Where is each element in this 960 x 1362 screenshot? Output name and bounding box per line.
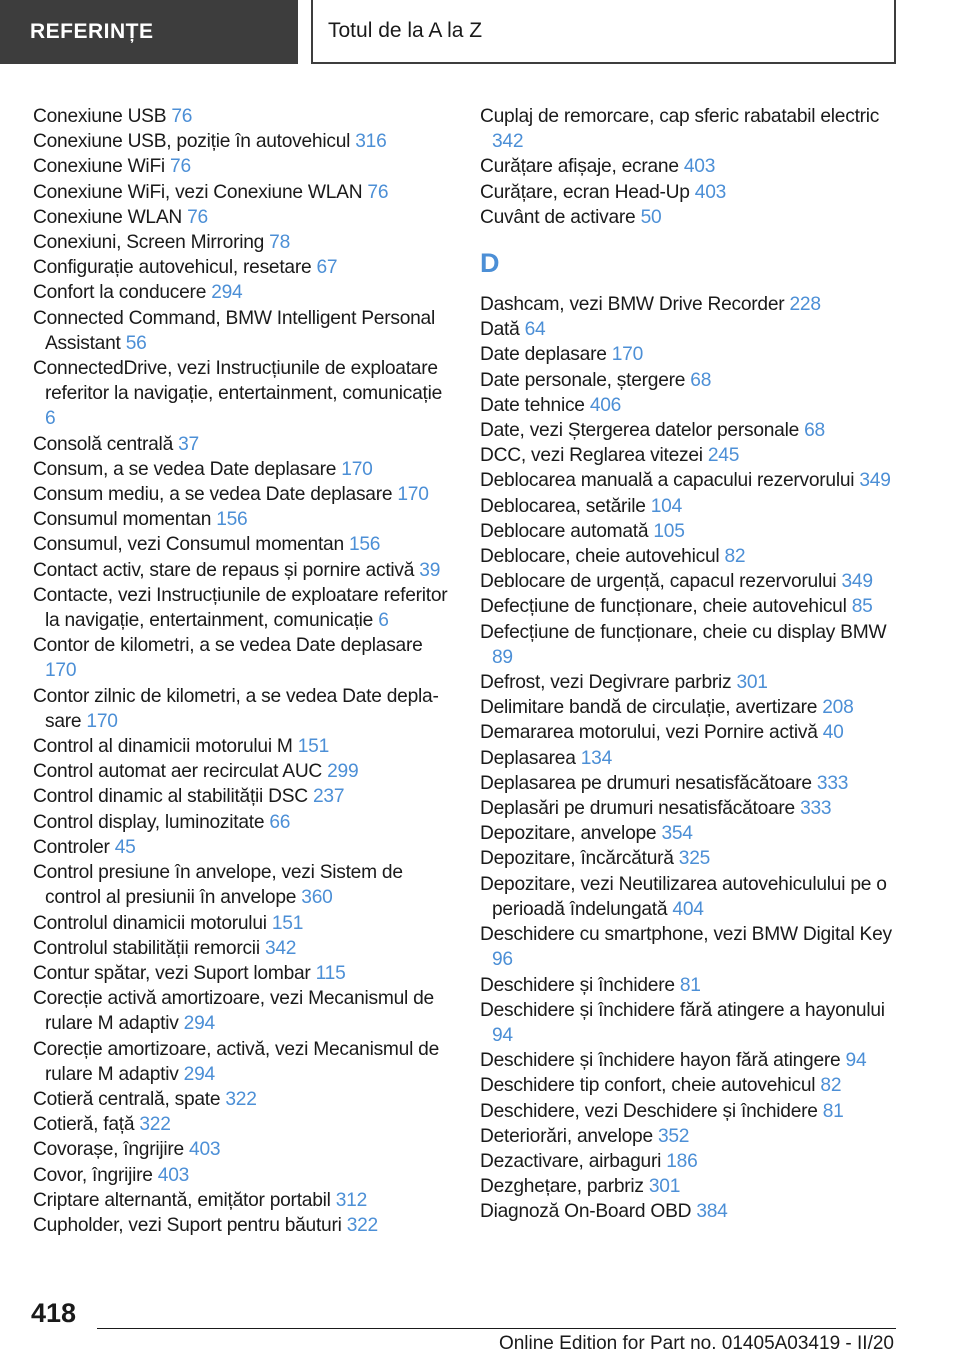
index-page-link[interactable]: 170 [397, 484, 429, 506]
index-entry-text: Dashcam, vezi BMW Drive Recorder [480, 294, 785, 316]
index-entry-text: Depozitare, încărcătură [480, 848, 674, 870]
index-entry [33, 280, 453, 305]
index-page-link[interactable]: 404 [672, 898, 704, 920]
index-entry [33, 255, 453, 280]
index-page-link[interactable]: 403 [189, 1139, 221, 1161]
index-page-link[interactable]: 76 [367, 181, 389, 203]
index-page-link[interactable]: 45 [114, 836, 136, 858]
header-section-label: REFERINȚE [30, 20, 154, 43]
index-entry [33, 835, 453, 860]
index-entry [480, 443, 900, 468]
index-entry [480, 922, 900, 972]
index-entry-text: Deblocare de urgență, capacul rezervorului [480, 571, 837, 593]
index-entry [480, 1199, 900, 1224]
index-entry-text: Diagnoză On-Board OBD [480, 1201, 692, 1223]
index-page-link[interactable]: 352 [657, 1125, 690, 1147]
index-entry-text: Configurație autovehicul, resetare [33, 257, 312, 279]
index-page-link[interactable]: 115 [315, 962, 346, 984]
index-entry [33, 986, 453, 1036]
index-page-link[interactable]: 76 [187, 206, 208, 228]
index-entry-text: Deblocarea manuală a capacului rezervorului [480, 470, 855, 492]
index-entry-text: Deschidere tip confort, cheie autovehicul [480, 1075, 816, 1097]
index-page-link[interactable]: 40 [822, 722, 844, 744]
index-page-link[interactable]: 81 [679, 974, 701, 996]
index-entry-text: Control dinamic al stabilității DSC [33, 786, 308, 808]
index-entry [480, 494, 900, 519]
index-entry [33, 860, 453, 910]
index-entry-text: Dată [480, 319, 520, 341]
index-entry-text: Deschidere și închidere hayon fără atingere [480, 1050, 841, 1072]
index-page-link[interactable]: 6 [378, 610, 389, 632]
index-entry-text: Control automat aer recirculat AUC [33, 761, 323, 783]
index-page-link[interactable]: 156 [216, 509, 248, 531]
edition-line: Online Edition for Part no. 01405A03419 - II/20 [498, 1333, 894, 1354]
index-entry [480, 594, 900, 619]
index-entry-text: Corecție activă amortizoare, vezi Mecanismul de rulare M adaptiv [33, 988, 434, 1035]
index-page-link[interactable]: 94 [492, 1024, 513, 1046]
index-entry-text: Deschidere și închidere [480, 974, 675, 996]
index-entry-text: Contor zilnic de kilometri, a se vedea Date deplasare [33, 685, 439, 732]
index-entry [33, 911, 453, 936]
index-entry-text: Conexiune WiFi [33, 156, 165, 178]
index-entry [480, 519, 900, 544]
index-entry [33, 1137, 453, 1162]
page-number: 418 [31, 1298, 77, 1328]
index-entry-text: Cuvânt de activare [480, 206, 636, 228]
index-page-link[interactable]: 245 [707, 445, 740, 467]
index-entry [480, 620, 900, 670]
index-entry-text: Deschidere cu smartphone, vezi BMW Digital Key [480, 924, 892, 946]
index-column-left [33, 104, 453, 1238]
index-page-link[interactable]: 333 [816, 772, 849, 794]
index-entry [480, 317, 900, 342]
index-entry-text: DCC, vezi Reglarea vitezei [480, 445, 703, 467]
index-entry [480, 746, 900, 771]
index-entry-text: Consolă centrală [33, 433, 173, 455]
index-page-link[interactable]: 82 [820, 1075, 842, 1097]
index-entry [33, 633, 453, 683]
index-entry-text: Date deplasare [480, 344, 607, 366]
index-entry-text: Date tehnice [480, 394, 585, 416]
index-page-link[interactable]: 170 [341, 458, 373, 480]
index-entry [33, 759, 453, 784]
index-entry [480, 872, 900, 922]
index-entry [480, 393, 900, 418]
index-entry [33, 432, 453, 457]
index-entry [480, 998, 900, 1048]
index-entry-text: Cotieră centrală, spate [33, 1088, 221, 1110]
index-page-link[interactable]: 316 [355, 131, 387, 153]
index-page-link[interactable]: 105 [653, 520, 685, 542]
header-title-box [311, 0, 896, 64]
index-page-link[interactable]: 89 [492, 646, 513, 668]
index-page-link[interactable]: 354 [661, 823, 693, 845]
index-entry [480, 468, 900, 493]
index-entry [480, 670, 900, 695]
index-page-link[interactable]: 85 [851, 596, 873, 618]
index-entry-text: Dezghețare, parbriz [480, 1176, 644, 1198]
index-page-link[interactable]: 151 [271, 912, 304, 934]
index-page-link[interactable]: 67 [316, 257, 338, 279]
index-page-link[interactable]: 208 [822, 697, 854, 719]
index-page-link[interactable]: 333 [800, 798, 832, 820]
index-page-link[interactable]: 342 [264, 937, 297, 959]
index-entry [480, 973, 900, 998]
index-entry [33, 457, 453, 482]
index-page-link[interactable]: 312 [335, 1189, 368, 1211]
index-entry [480, 846, 900, 871]
index-entry-text: Cotieră, față [33, 1114, 135, 1136]
index-entry [33, 1188, 453, 1213]
index-entry-text: Covor, îngrijire [33, 1164, 153, 1186]
index-entry-text: Deschidere și închidere fără atingere a hayonului [480, 999, 885, 1021]
index-entry-text: Deblocare automată [480, 520, 649, 542]
index-entry-text: Conexiune WiFi, vezi Conexiune WLAN [33, 181, 363, 203]
index-entry [33, 684, 453, 734]
index-entry [33, 104, 453, 129]
index-page-link[interactable]: 76 [171, 106, 193, 127]
index-page-link[interactable]: 170 [45, 660, 77, 682]
header-section-tab [0, 0, 298, 64]
index-page-link[interactable]: 237 [313, 786, 345, 808]
index-entry-text: Control presiune în anvelope, vezi Sistem de control al presiunii în anvelope [33, 862, 403, 909]
index-entry-text: Depozitare, anvelope [480, 823, 657, 845]
index-entry [33, 1112, 453, 1137]
index-entry-text: Contact activ, stare de repaus și pornire activă [33, 559, 415, 581]
index-page-link[interactable]: 170 [86, 710, 118, 732]
index-entry-text: Controlul stabilității remorcii [33, 937, 260, 959]
index-entry [33, 1213, 453, 1238]
index-entry-text: Contacte, vezi Instrucțiunile de exploatare referitor la navigație, entertainment, comunicație [33, 584, 448, 632]
index-page-link[interactable]: 56 [125, 332, 147, 354]
index-entry-text: Control al dinamicii motorului M [33, 736, 293, 758]
index-entry-text: Consumul momentan [33, 509, 212, 531]
index-entry [33, 306, 453, 356]
index-page-link[interactable]: 322 [139, 1114, 171, 1136]
index-entry [33, 154, 453, 179]
index-entry-text: Defrost, vezi Degivrare parbriz [480, 672, 732, 694]
index-page-link[interactable]: 384 [696, 1201, 728, 1223]
index-page-link[interactable]: 170 [611, 344, 643, 366]
index-page-link[interactable]: 349 [859, 470, 891, 492]
index-page-link[interactable]: 78 [269, 232, 290, 254]
index-page-link[interactable]: 94 [845, 1050, 867, 1072]
index-entry-text: Covorașe, îngrijire [33, 1139, 184, 1161]
index-page-link[interactable]: 50 [640, 206, 662, 228]
index-entry-text: Corecție amortizoare, activă, vezi Mecanismul de rulare M adaptiv [33, 1038, 440, 1085]
index-entry [33, 961, 453, 986]
index-entry [480, 1073, 900, 1098]
index-entry-text: Conexiune WLAN [33, 206, 183, 228]
index-page-link[interactable]: 228 [789, 294, 821, 316]
index-entry [33, 230, 453, 255]
index-entry-text: Defecțiune de funcționare, cheie autovehicul [480, 596, 847, 618]
index-page-link[interactable]: 68 [804, 420, 825, 442]
index-entry [480, 368, 900, 393]
index-entry-text: Curățare afișaje, ecrane [480, 156, 679, 178]
index-entry-text: Contur spătar, vezi Suport lombar [33, 962, 311, 984]
index-entry [33, 532, 453, 557]
index-entry-text: Curățare, ecran Head-Up [480, 181, 690, 203]
index-entry [480, 1048, 900, 1073]
index-page-link[interactable]: 403 [683, 156, 716, 178]
index-page-link[interactable]: 104 [650, 495, 683, 517]
index-page-link[interactable]: 6 [45, 408, 56, 430]
index-entry [480, 720, 900, 745]
index-entry-text: Controlul dinamicii motorului [33, 912, 267, 934]
index-entry [33, 482, 453, 507]
index-entry-text: Demararea motorului, vezi Pornire activă [480, 722, 818, 744]
index-entry [480, 771, 900, 796]
index-entry [480, 821, 900, 846]
index-entry [480, 1124, 900, 1149]
index-entry-text: Confort la conducere [33, 282, 207, 304]
index-entry [480, 292, 900, 317]
index-page-link[interactable]: 406 [589, 394, 622, 416]
index-entry [33, 180, 453, 205]
index-entry [480, 154, 900, 179]
index-page-link[interactable]: 37 [178, 433, 199, 455]
index-group-c-continued [480, 104, 900, 230]
index-entry [33, 1037, 453, 1087]
index-entry-text: Criptare alternantă, emițător portabil [33, 1189, 331, 1211]
index-page-link[interactable]: 294 [211, 282, 243, 304]
index-entry-text: Consum mediu, a se vedea Date deplasare [33, 484, 393, 506]
index-entry [480, 544, 900, 569]
index-column-right [480, 104, 900, 1225]
index-page-link[interactable]: 349 [841, 571, 873, 593]
index-entry [480, 695, 900, 720]
index-entry [480, 418, 900, 443]
index-page-link[interactable]: 325 [678, 848, 711, 870]
index-entry [33, 784, 453, 809]
index-entry [480, 1149, 900, 1174]
index-page-link[interactable]: 294 [183, 1013, 215, 1035]
index-page-link[interactable]: 76 [170, 156, 191, 178]
index-page-link[interactable]: 322 [225, 1088, 257, 1110]
index-entry [33, 583, 453, 633]
index-entry-text: Cupholder, vezi Suport pentru băuturi [33, 1214, 342, 1236]
index-entry-text: Conexiuni, Screen Mirroring [33, 232, 265, 254]
index-page-link[interactable]: 322 [346, 1214, 378, 1236]
index-entry-text: Deblocare, cheie autovehicul [480, 546, 720, 568]
index-entry [33, 129, 453, 154]
index-entry-text: Contor de kilometri, a se vedea Date deplasare [33, 635, 423, 657]
index-page-link[interactable]: 39 [419, 559, 441, 581]
index-entry-text: Consumul, vezi Consumul momentan [33, 534, 344, 556]
index-entry [480, 796, 900, 821]
index-entry [33, 558, 453, 583]
index-entry-text: Control display, luminozitate [33, 811, 265, 833]
index-entry-text: Deblocarea, setările [480, 495, 646, 517]
index-entry [480, 569, 900, 594]
index-page-link[interactable]: 299 [327, 761, 359, 783]
index-entry [480, 205, 900, 230]
index-entry-text: ConnectedDrive, vezi Instrucțiunile de exploatare referitor la navigație, entertainment, comunicație [33, 358, 443, 405]
index-page-link[interactable]: 134 [580, 747, 612, 769]
index-page-link[interactable]: 96 [492, 949, 513, 971]
section-letter-heading: D [480, 248, 500, 279]
index-page-link[interactable]: 68 [690, 369, 712, 391]
index-entry [33, 734, 453, 759]
index-entry [33, 936, 453, 961]
index-entry-text: Date personale, ștergere [480, 369, 686, 391]
index-entry-text: Connected Command, BMW Intelligent Personal Assistant [33, 307, 435, 354]
index-page-link[interactable]: 82 [724, 546, 746, 568]
index-entry [480, 342, 900, 367]
index-page-link[interactable]: 301 [648, 1176, 681, 1198]
index-entry-text: Conexiune USB, poziție în autovehicul [33, 131, 351, 153]
index-page-link[interactable]: 301 [736, 672, 768, 694]
index-entry-text: Deplasări pe drumuri nesatisfăcătoare [480, 798, 795, 820]
index-page-link[interactable]: 186 [666, 1150, 698, 1172]
index-entry [480, 1174, 900, 1199]
index-page-link[interactable]: 342 [492, 131, 524, 153]
index-entry [480, 180, 900, 205]
index-entry [480, 104, 900, 154]
index-entry [33, 1087, 453, 1112]
index-entry [33, 205, 453, 230]
index-page-link[interactable]: 403 [694, 181, 727, 203]
index-entry-text: Consum, a se vedea Date deplasare [33, 458, 337, 480]
index-entry-text: Deteriorări, anvelope [480, 1125, 653, 1147]
header-title: Totul de la A la Z [328, 19, 483, 42]
index-entry [480, 1099, 900, 1124]
index-group-d [480, 292, 900, 1225]
index-entry [33, 507, 453, 532]
index-page-link[interactable]: 360 [301, 887, 333, 909]
index-entry [33, 356, 453, 432]
index-page-link[interactable]: 156 [348, 534, 381, 556]
index-page-link[interactable]: 64 [524, 319, 546, 341]
index-page-link[interactable]: 66 [269, 811, 291, 833]
index-entry-text: Conexiune USB [33, 106, 167, 127]
index-entry-text: Dezactivare, airbaguri [480, 1150, 662, 1172]
index-entry-text: Deschidere, vezi Deschidere și închidere [480, 1100, 818, 1122]
index-page-link[interactable]: 294 [183, 1063, 215, 1085]
index-entry-text: Delimitare bandă de circulație, avertizare [480, 697, 818, 719]
index-entry-text: Deplasarea [480, 747, 576, 769]
index-entry [33, 1163, 453, 1188]
index-entry-text: Deplasarea pe drumuri nesatisfăcătoare [480, 772, 812, 794]
index-entry-text: Controler [33, 836, 110, 858]
index-page-link[interactable]: 81 [822, 1100, 844, 1122]
index-entry-text: Defecțiune de funcționare, cheie cu display BMW [480, 621, 887, 643]
index-page-link[interactable]: 151 [297, 736, 330, 758]
index-entry-text: Cuplaj de remorcare, cap sferic rabatabil electric [480, 106, 880, 127]
index-page-link[interactable]: 403 [157, 1164, 190, 1186]
footer-rule [97, 1328, 896, 1329]
index-entry-text: Depozitare, vezi Neutilizarea autovehiculului pe o perioadă îndelungată [480, 873, 887, 920]
index-entry [33, 810, 453, 835]
index-entry-text: Date, vezi Ștergerea datelor personale [480, 420, 800, 442]
